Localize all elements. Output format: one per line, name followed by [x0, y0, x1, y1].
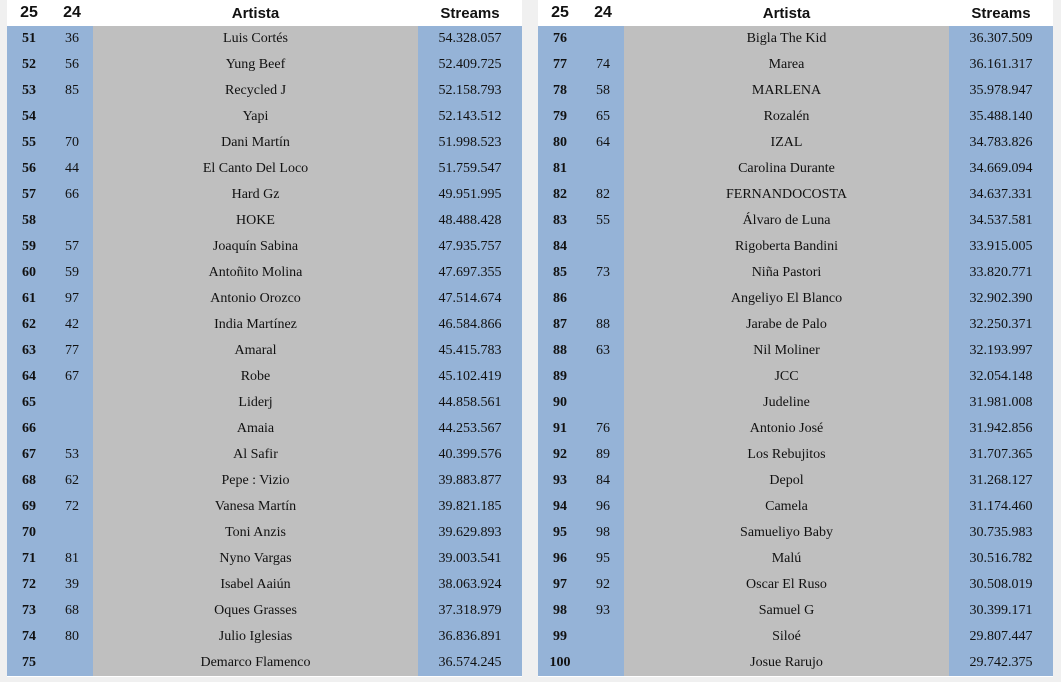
prev-rank-cell: [51, 208, 93, 234]
streams-cell: 31.942.856: [949, 416, 1053, 442]
prev-rank-cell: 74: [582, 52, 624, 78]
rank-cell: 100: [538, 650, 582, 677]
rank-cell: 99: [538, 624, 582, 650]
artist-cell: Demarco Flamenco: [93, 650, 418, 677]
rank-cell: 56: [7, 156, 51, 182]
artist-cell: Niña Pastori: [624, 260, 949, 286]
rank-cell: 67: [7, 442, 51, 468]
streams-cell: 39.883.877: [418, 468, 522, 494]
streams-cell: 47.697.355: [418, 260, 522, 286]
prev-rank-cell: [582, 234, 624, 260]
header-streams: Streams: [418, 0, 522, 26]
table-row: [538, 650, 1053, 677]
artist-cell: Joaquín Sabina: [93, 234, 418, 260]
ranking-table-right: [538, 0, 1053, 677]
artist-cell: Amaral: [93, 338, 418, 364]
streams-cell: 31.174.460: [949, 494, 1053, 520]
streams-cell: 31.268.127: [949, 468, 1053, 494]
rank-cell: 89: [538, 364, 582, 390]
table-row: [538, 390, 1053, 416]
header-prev-rank: 24: [51, 0, 93, 26]
streams-cell: 30.516.782: [949, 546, 1053, 572]
artist-cell: Yung Beef: [93, 52, 418, 78]
streams-cell: 38.063.924: [418, 572, 522, 598]
rank-cell: 90: [538, 390, 582, 416]
table-row: [7, 182, 522, 208]
artist-cell: IZAL: [624, 130, 949, 156]
rank-cell: 63: [7, 338, 51, 364]
streams-cell: 36.574.245: [418, 650, 522, 677]
prev-rank-cell: 63: [582, 338, 624, 364]
rank-cell: 80: [538, 130, 582, 156]
streams-cell: 47.514.674: [418, 286, 522, 312]
streams-cell: 35.488.140: [949, 104, 1053, 130]
streams-cell: 45.102.419: [418, 364, 522, 390]
streams-cell: 35.978.947: [949, 78, 1053, 104]
prev-rank-cell: 44: [51, 156, 93, 182]
table-row: [538, 416, 1053, 442]
streams-cell: 52.143.512: [418, 104, 522, 130]
artist-cell: Pepe : Vizio: [93, 468, 418, 494]
streams-cell: 29.742.375: [949, 650, 1053, 677]
streams-cell: 52.409.725: [418, 52, 522, 78]
artist-cell: Oscar El Ruso: [624, 572, 949, 598]
artist-cell: Josue Rarujo: [624, 650, 949, 677]
streams-cell: 44.253.567: [418, 416, 522, 442]
prev-rank-cell: 66: [51, 182, 93, 208]
streams-cell: 31.707.365: [949, 442, 1053, 468]
streams-cell: 33.915.005: [949, 234, 1053, 260]
streams-cell: 33.820.771: [949, 260, 1053, 286]
streams-cell: 54.328.057: [418, 26, 522, 52]
rank-cell: 75: [7, 650, 51, 677]
rank-cell: 84: [538, 234, 582, 260]
prev-rank-cell: 72: [51, 494, 93, 520]
rank-cell: 79: [538, 104, 582, 130]
streams-cell: 31.981.008: [949, 390, 1053, 416]
prev-rank-cell: [582, 624, 624, 650]
rank-cell: 76: [538, 26, 582, 52]
rank-cell: 70: [7, 520, 51, 546]
streams-cell: 39.003.541: [418, 546, 522, 572]
streams-cell: 32.902.390: [949, 286, 1053, 312]
table-row: [538, 364, 1053, 390]
streams-cell: 49.951.995: [418, 182, 522, 208]
artist-cell: Nyno Vargas: [93, 546, 418, 572]
table-row: [7, 364, 522, 390]
table-row: [7, 78, 522, 104]
rank-cell: 69: [7, 494, 51, 520]
table-row: [7, 286, 522, 312]
table-row: [7, 208, 522, 234]
rank-cell: 95: [538, 520, 582, 546]
prev-rank-cell: 36: [51, 26, 93, 52]
artist-cell: Al Safir: [93, 442, 418, 468]
rank-cell: 65: [7, 390, 51, 416]
table-row: [7, 598, 522, 624]
streams-cell: 36.307.509: [949, 26, 1053, 52]
artist-cell: Antoñito Molina: [93, 260, 418, 286]
prev-rank-cell: [582, 286, 624, 312]
artist-cell: Antonio José: [624, 416, 949, 442]
rank-cell: 83: [538, 208, 582, 234]
table-row: [538, 26, 1053, 52]
artist-cell: India Martínez: [93, 312, 418, 338]
ranking-table-left: [7, 0, 522, 677]
table-row: [7, 494, 522, 520]
table-row: [7, 442, 522, 468]
artist-cell: Bigla The Kid: [624, 26, 949, 52]
artist-cell: JCC: [624, 364, 949, 390]
artist-cell: Luis Cortés: [93, 26, 418, 52]
prev-rank-cell: 55: [582, 208, 624, 234]
table-row: [538, 338, 1053, 364]
artist-cell: Samueliyo Baby: [624, 520, 949, 546]
table-row: [538, 520, 1053, 546]
table-row: [7, 468, 522, 494]
prev-rank-cell: [51, 650, 93, 677]
prev-rank-cell: 82: [582, 182, 624, 208]
rank-cell: 86: [538, 286, 582, 312]
table-row: [538, 442, 1053, 468]
streams-cell: 32.054.148: [949, 364, 1053, 390]
artist-cell: Carolina Durante: [624, 156, 949, 182]
table-row: [538, 286, 1053, 312]
table-row: [7, 624, 522, 650]
artist-cell: HOKE: [93, 208, 418, 234]
rank-cell: 52: [7, 52, 51, 78]
table-row: [538, 546, 1053, 572]
streams-cell: 40.399.576: [418, 442, 522, 468]
artist-cell: Yapi: [93, 104, 418, 130]
prev-rank-cell: 95: [582, 546, 624, 572]
artist-cell: Rigoberta Bandini: [624, 234, 949, 260]
table-row: [538, 208, 1053, 234]
artist-cell: Álvaro de Luna: [624, 208, 949, 234]
prev-rank-cell: 84: [582, 468, 624, 494]
artist-cell: Nil Moliner: [624, 338, 949, 364]
artist-cell: Antonio Orozco: [93, 286, 418, 312]
rank-cell: 51: [7, 26, 51, 52]
streams-cell: 34.669.094: [949, 156, 1053, 182]
artist-cell: Isabel Aaiún: [93, 572, 418, 598]
streams-cell: 36.836.891: [418, 624, 522, 650]
artist-cell: Oques Grasses: [93, 598, 418, 624]
prev-rank-cell: [51, 104, 93, 130]
artist-cell: Vanesa Martín: [93, 494, 418, 520]
rank-cell: 53: [7, 78, 51, 104]
prev-rank-cell: 68: [51, 598, 93, 624]
artist-cell: FERNANDOCOSTA: [624, 182, 949, 208]
streams-cell: 51.759.547: [418, 156, 522, 182]
table-row: [538, 598, 1053, 624]
table-row: [7, 312, 522, 338]
rank-cell: 73: [7, 598, 51, 624]
streams-cell: 47.935.757: [418, 234, 522, 260]
prev-rank-cell: 73: [582, 260, 624, 286]
table-row: [7, 650, 522, 677]
prev-rank-cell: [582, 26, 624, 52]
prev-rank-cell: 77: [51, 338, 93, 364]
rank-cell: 57: [7, 182, 51, 208]
table-row: [7, 52, 522, 78]
artist-cell: Marea: [624, 52, 949, 78]
streams-cell: 32.193.997: [949, 338, 1053, 364]
table-row: [538, 260, 1053, 286]
streams-cell: 44.858.561: [418, 390, 522, 416]
rank-cell: 68: [7, 468, 51, 494]
rank-cell: 92: [538, 442, 582, 468]
table-row: [538, 130, 1053, 156]
rank-cell: 58: [7, 208, 51, 234]
rank-cell: 55: [7, 130, 51, 156]
rank-cell: 85: [538, 260, 582, 286]
artist-cell: Siloé: [624, 624, 949, 650]
artist-cell: Malú: [624, 546, 949, 572]
rank-cell: 59: [7, 234, 51, 260]
table-row: [7, 156, 522, 182]
table-row: [538, 624, 1053, 650]
rank-cell: 71: [7, 546, 51, 572]
artist-cell: Camela: [624, 494, 949, 520]
table-row: [7, 260, 522, 286]
artist-cell: Amaia: [93, 416, 418, 442]
artist-cell: Rozalén: [624, 104, 949, 130]
header-rank: 25: [7, 0, 51, 26]
rank-cell: 62: [7, 312, 51, 338]
artist-cell: MARLENA: [624, 78, 949, 104]
streams-cell: 48.488.428: [418, 208, 522, 234]
artist-cell: Robe: [93, 364, 418, 390]
header-row: [538, 0, 1053, 26]
streams-cell: 34.637.331: [949, 182, 1053, 208]
table-row: [7, 130, 522, 156]
streams-cell: 45.415.783: [418, 338, 522, 364]
streams-cell: 46.584.866: [418, 312, 522, 338]
prev-rank-cell: 92: [582, 572, 624, 598]
artist-cell: Depol: [624, 468, 949, 494]
artist-cell: Toni Anzis: [93, 520, 418, 546]
artist-cell: Angeliyo El Blanco: [624, 286, 949, 312]
artist-cell: Liderj: [93, 390, 418, 416]
prev-rank-cell: 56: [51, 52, 93, 78]
streams-cell: 30.735.983: [949, 520, 1053, 546]
header-rank: 25: [538, 0, 582, 26]
rank-cell: 78: [538, 78, 582, 104]
prev-rank-cell: [582, 156, 624, 182]
prev-rank-cell: 98: [582, 520, 624, 546]
table-row: [538, 312, 1053, 338]
rank-cell: 94: [538, 494, 582, 520]
table-row: [538, 182, 1053, 208]
rank-cell: 87: [538, 312, 582, 338]
artist-cell: Jarabe de Palo: [624, 312, 949, 338]
streams-cell: 34.783.826: [949, 130, 1053, 156]
rank-cell: 64: [7, 364, 51, 390]
header-artist: Artista: [93, 0, 418, 26]
artist-cell: Julio Iglesias: [93, 624, 418, 650]
header-artist: Artista: [624, 0, 949, 26]
prev-rank-cell: 96: [582, 494, 624, 520]
artist-cell: El Canto Del Loco: [93, 156, 418, 182]
prev-rank-cell: 39: [51, 572, 93, 598]
rank-cell: 97: [538, 572, 582, 598]
table-row: [538, 234, 1053, 260]
streams-cell: 37.318.979: [418, 598, 522, 624]
table-row: [538, 52, 1053, 78]
rank-cell: 72: [7, 572, 51, 598]
rank-cell: 74: [7, 624, 51, 650]
table-row: [7, 416, 522, 442]
prev-rank-cell: 89: [582, 442, 624, 468]
streams-cell: 39.629.893: [418, 520, 522, 546]
table-row: [538, 78, 1053, 104]
streams-cell: 39.821.185: [418, 494, 522, 520]
rank-cell: 81: [538, 156, 582, 182]
table-row: [7, 338, 522, 364]
artist-cell: Recycled J: [93, 78, 418, 104]
table-row: [7, 390, 522, 416]
table-row: [7, 104, 522, 130]
prev-rank-cell: 67: [51, 364, 93, 390]
prev-rank-cell: 97: [51, 286, 93, 312]
table-row: [7, 26, 522, 52]
rank-cell: 93: [538, 468, 582, 494]
prev-rank-cell: 58: [582, 78, 624, 104]
header-row: [7, 0, 522, 26]
prev-rank-cell: 42: [51, 312, 93, 338]
prev-rank-cell: 57: [51, 234, 93, 260]
prev-rank-cell: [582, 390, 624, 416]
streams-cell: 32.250.371: [949, 312, 1053, 338]
table-row: [7, 572, 522, 598]
prev-rank-cell: [51, 416, 93, 442]
rank-cell: 91: [538, 416, 582, 442]
rank-cell: 54: [7, 104, 51, 130]
prev-rank-cell: 88: [582, 312, 624, 338]
prev-rank-cell: 53: [51, 442, 93, 468]
artist-cell: Dani Martín: [93, 130, 418, 156]
streams-cell: 34.537.581: [949, 208, 1053, 234]
prev-rank-cell: [51, 520, 93, 546]
prev-rank-cell: 76: [582, 416, 624, 442]
table-row: [538, 468, 1053, 494]
prev-rank-cell: 65: [582, 104, 624, 130]
rank-cell: 98: [538, 598, 582, 624]
rank-cell: 77: [538, 52, 582, 78]
rank-cell: 60: [7, 260, 51, 286]
streams-cell: 29.807.447: [949, 624, 1053, 650]
rank-cell: 61: [7, 286, 51, 312]
streams-cell: 51.998.523: [418, 130, 522, 156]
artist-cell: Hard Gz: [93, 182, 418, 208]
prev-rank-cell: 81: [51, 546, 93, 572]
rank-cell: 88: [538, 338, 582, 364]
table-row: [7, 520, 522, 546]
prev-rank-cell: 59: [51, 260, 93, 286]
streams-cell: 30.508.019: [949, 572, 1053, 598]
artist-cell: Los Rebujitos: [624, 442, 949, 468]
prev-rank-cell: 64: [582, 130, 624, 156]
table-row: [538, 494, 1053, 520]
prev-rank-cell: 93: [582, 598, 624, 624]
table-row: [538, 156, 1053, 182]
table-row: [538, 572, 1053, 598]
streams-cell: 36.161.317: [949, 52, 1053, 78]
rank-cell: 66: [7, 416, 51, 442]
table-row: [538, 104, 1053, 130]
header-prev-rank: 24: [582, 0, 624, 26]
table-row: [7, 234, 522, 260]
prev-rank-cell: 70: [51, 130, 93, 156]
header-streams: Streams: [949, 0, 1053, 26]
prev-rank-cell: 62: [51, 468, 93, 494]
streams-cell: 30.399.171: [949, 598, 1053, 624]
rank-cell: 82: [538, 182, 582, 208]
streams-cell: 52.158.793: [418, 78, 522, 104]
artist-cell: Samuel G: [624, 598, 949, 624]
prev-rank-cell: [582, 650, 624, 677]
prev-rank-cell: 85: [51, 78, 93, 104]
table-row: [7, 546, 522, 572]
rank-cell: 96: [538, 546, 582, 572]
prev-rank-cell: [51, 390, 93, 416]
artist-cell: Judeline: [624, 390, 949, 416]
prev-rank-cell: 80: [51, 624, 93, 650]
prev-rank-cell: [582, 364, 624, 390]
